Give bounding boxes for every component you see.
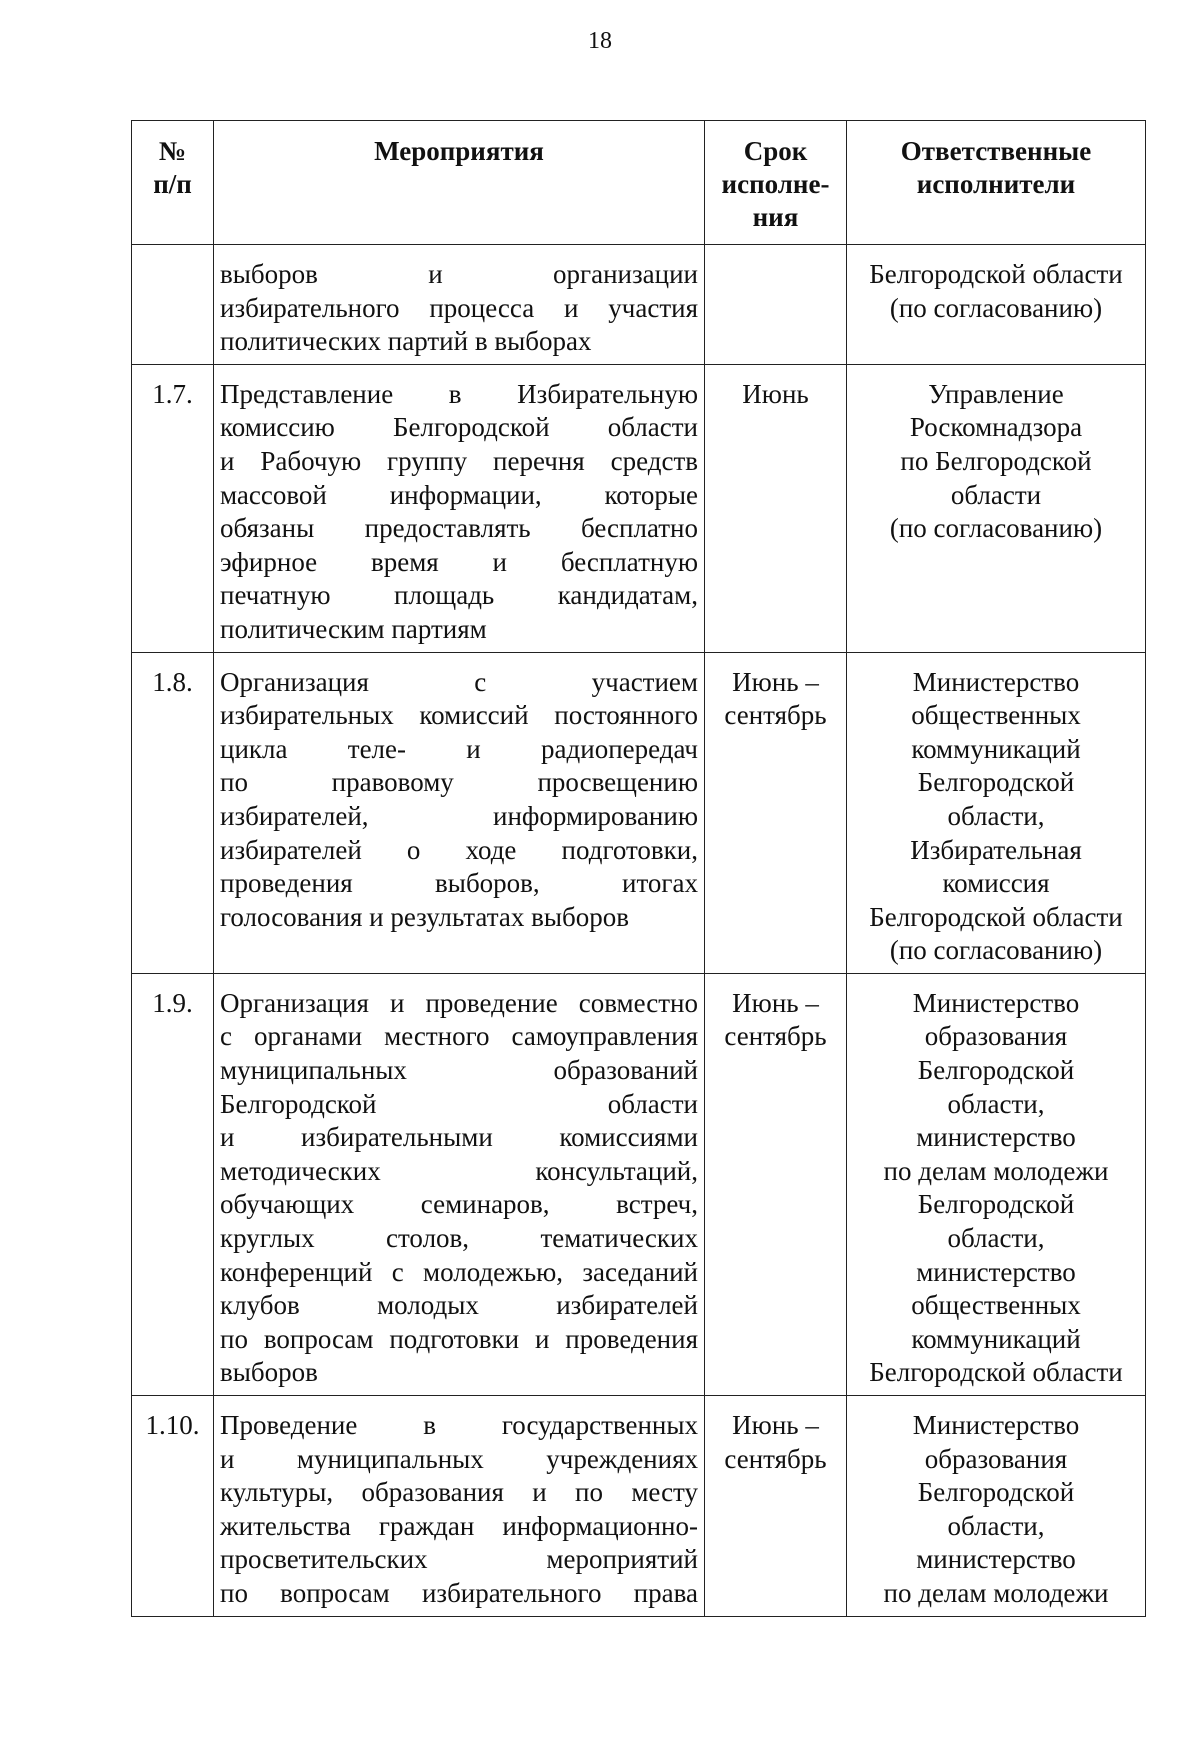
event-line: проведения выборов, итогах: [220, 868, 698, 899]
responsible-line: Белгородской области: [869, 1357, 1123, 1388]
header-term: [705, 121, 847, 245]
responsible-line: по делам молодежи: [883, 1155, 1109, 1186]
responsible: [847, 1396, 1146, 1617]
responsible-line: области,: [947, 1088, 1045, 1119]
row-number: 1.9.: [132, 973, 214, 1395]
event-line: круглых столов, тематических: [220, 1223, 698, 1254]
responsible: [847, 973, 1146, 1395]
responsible-line: Белгородской: [917, 1477, 1075, 1508]
term-line: Июнь –: [732, 666, 819, 697]
responsible-line: министерство: [916, 1256, 1076, 1287]
responsible: [847, 652, 1146, 973]
table-row: [132, 245, 1146, 365]
event-line: цикла теле- и радиопередач: [220, 733, 698, 764]
responsible-line: министерство: [916, 1122, 1076, 1153]
event-line: Белгородской области: [220, 1088, 698, 1119]
table-row: [132, 652, 1146, 973]
responsible-line: области: [950, 479, 1042, 510]
event-line: Проведение в государственных: [220, 1410, 698, 1440]
responsible-line: области,: [947, 1510, 1045, 1541]
event-term: [705, 652, 847, 973]
responsible-line: Белгородской области: [869, 259, 1123, 289]
event-line: голосования и результатах выборов: [220, 901, 629, 932]
events-table: [131, 120, 1146, 1617]
event-line: Представление в Избирательную: [220, 378, 698, 409]
header-resp-line: исполнители: [916, 169, 1076, 199]
event-line: обязаны предоставлять бесплатно: [220, 513, 698, 544]
header-num-line: №: [158, 136, 187, 166]
event-line: избирательного процесса и участия: [220, 292, 698, 323]
event-line: по правовому просвещению: [220, 767, 698, 798]
responsible-line: общественных: [911, 700, 1081, 731]
event-line: Организация и проведение совместно: [220, 987, 698, 1018]
header-num-line: п/п: [153, 169, 192, 199]
event-line: избирателей, информированию: [220, 800, 698, 831]
row-number: [132, 245, 214, 365]
header-resp-line: Ответственные: [900, 136, 1092, 166]
responsible-line: Белгородской: [917, 767, 1075, 798]
term-line: сентябрь: [724, 1021, 827, 1052]
event-term: [705, 973, 847, 1395]
event-line: обучающих семинаров, встреч,: [220, 1189, 698, 1220]
responsible-line: общественных: [911, 1290, 1081, 1321]
responsible-line: Управление: [928, 378, 1064, 409]
event-line: политическим партиям: [220, 613, 487, 644]
event-term: [705, 245, 847, 365]
event-line: избирателей о ходе подготовки,: [220, 834, 698, 865]
responsible: [847, 245, 1146, 365]
responsible: [847, 364, 1146, 652]
responsible-line: Белгородской области: [869, 901, 1123, 932]
responsible-line: по Белгородской: [900, 445, 1092, 476]
event-line: просветительских мероприятий: [220, 1544, 698, 1575]
term-line: Июнь –: [732, 1410, 819, 1440]
table-row: [132, 973, 1146, 1395]
responsible-line: министерство: [916, 1544, 1076, 1575]
responsible-line: Министерство: [912, 666, 1080, 697]
responsible-line: коммуникаций: [911, 1323, 1081, 1354]
responsible-line: Министерство: [912, 987, 1080, 1018]
event-term: [705, 1396, 847, 1617]
event-line: эфирное время и бесплатную: [220, 546, 698, 577]
event-line: по вопросам избирательного права: [220, 1577, 698, 1608]
event-line: культуры, образования и по месту: [220, 1477, 698, 1508]
event-line: с органами местного самоуправления: [220, 1021, 698, 1052]
responsible-line: Роскомнадзора: [909, 412, 1083, 443]
responsible-line: коммуникаций: [911, 733, 1081, 764]
term-line: Июнь –: [732, 987, 819, 1018]
event-line: жительства граждан информационно-: [220, 1510, 698, 1541]
header-num: [132, 121, 214, 245]
page-number: 18: [588, 28, 612, 54]
event-line: выборов: [220, 1357, 318, 1388]
term-line: Июнь: [742, 378, 809, 409]
responsible-line: Министерство: [912, 1410, 1080, 1440]
event-description: [214, 973, 705, 1395]
event-line: и Рабочую группу перечня средств: [220, 445, 698, 476]
event-line: клубов молодых избирателей: [220, 1290, 698, 1321]
responsible-line: Избирательная: [910, 834, 1082, 865]
responsible-line: области,: [947, 800, 1045, 831]
responsible-line: по делам молодежи: [883, 1577, 1109, 1608]
row-number: 1.8.: [132, 652, 214, 973]
event-line: выборов и организации: [220, 259, 698, 289]
table-header-row: [132, 121, 1146, 245]
term-line: сентябрь: [724, 700, 827, 731]
event-line: Организация с участием: [220, 666, 698, 697]
header-event-line: Мероприятия: [374, 136, 544, 166]
responsible-line: (по согласованию): [889, 292, 1103, 323]
header-resp: [847, 121, 1146, 245]
event-line: конференций с молодежью, заседаний: [220, 1256, 698, 1287]
responsible-line: (по согласованию): [889, 935, 1103, 966]
table-row: [132, 1396, 1146, 1617]
header-term-line: исполне-: [721, 169, 830, 199]
responsible-line: Белгородской: [917, 1055, 1075, 1086]
row-number: 1.7.: [132, 364, 214, 652]
responsible-line: (по согласованию): [889, 513, 1103, 544]
header-term-line: Срок: [743, 136, 808, 166]
event-line: и избирательными комиссиями: [220, 1122, 698, 1153]
header-event: [214, 121, 705, 245]
event-line: печатную площадь кандидатам,: [220, 580, 698, 611]
responsible-line: образования: [924, 1021, 1068, 1052]
event-line: по вопросам подготовки и проведения: [220, 1323, 698, 1354]
term-line: сентябрь: [724, 1443, 827, 1474]
event-line: массовой информации, которые: [220, 479, 698, 510]
event-description: [214, 364, 705, 652]
row-number: 1.10.: [132, 1396, 214, 1617]
event-line: избирательных комиссий постоянного: [220, 700, 698, 731]
event-line: и муниципальных учреждениях: [220, 1443, 698, 1474]
event-description: [214, 245, 705, 365]
header-term-line: ния: [752, 202, 799, 232]
event-line: методических консультаций,: [220, 1155, 698, 1186]
table-row: [132, 364, 1146, 652]
responsible-line: образования: [924, 1443, 1068, 1474]
event-line: комиссию Белгородской области: [220, 412, 698, 443]
responsible-line: области,: [947, 1223, 1045, 1254]
event-line: политических партий в выборах: [220, 326, 592, 357]
event-description: [214, 652, 705, 973]
responsible-line: Белгородской: [917, 1189, 1075, 1220]
event-term: [705, 364, 847, 652]
event-description: [214, 1396, 705, 1617]
event-line: муниципальных образований: [220, 1055, 698, 1086]
responsible-line: комиссия: [942, 868, 1050, 899]
